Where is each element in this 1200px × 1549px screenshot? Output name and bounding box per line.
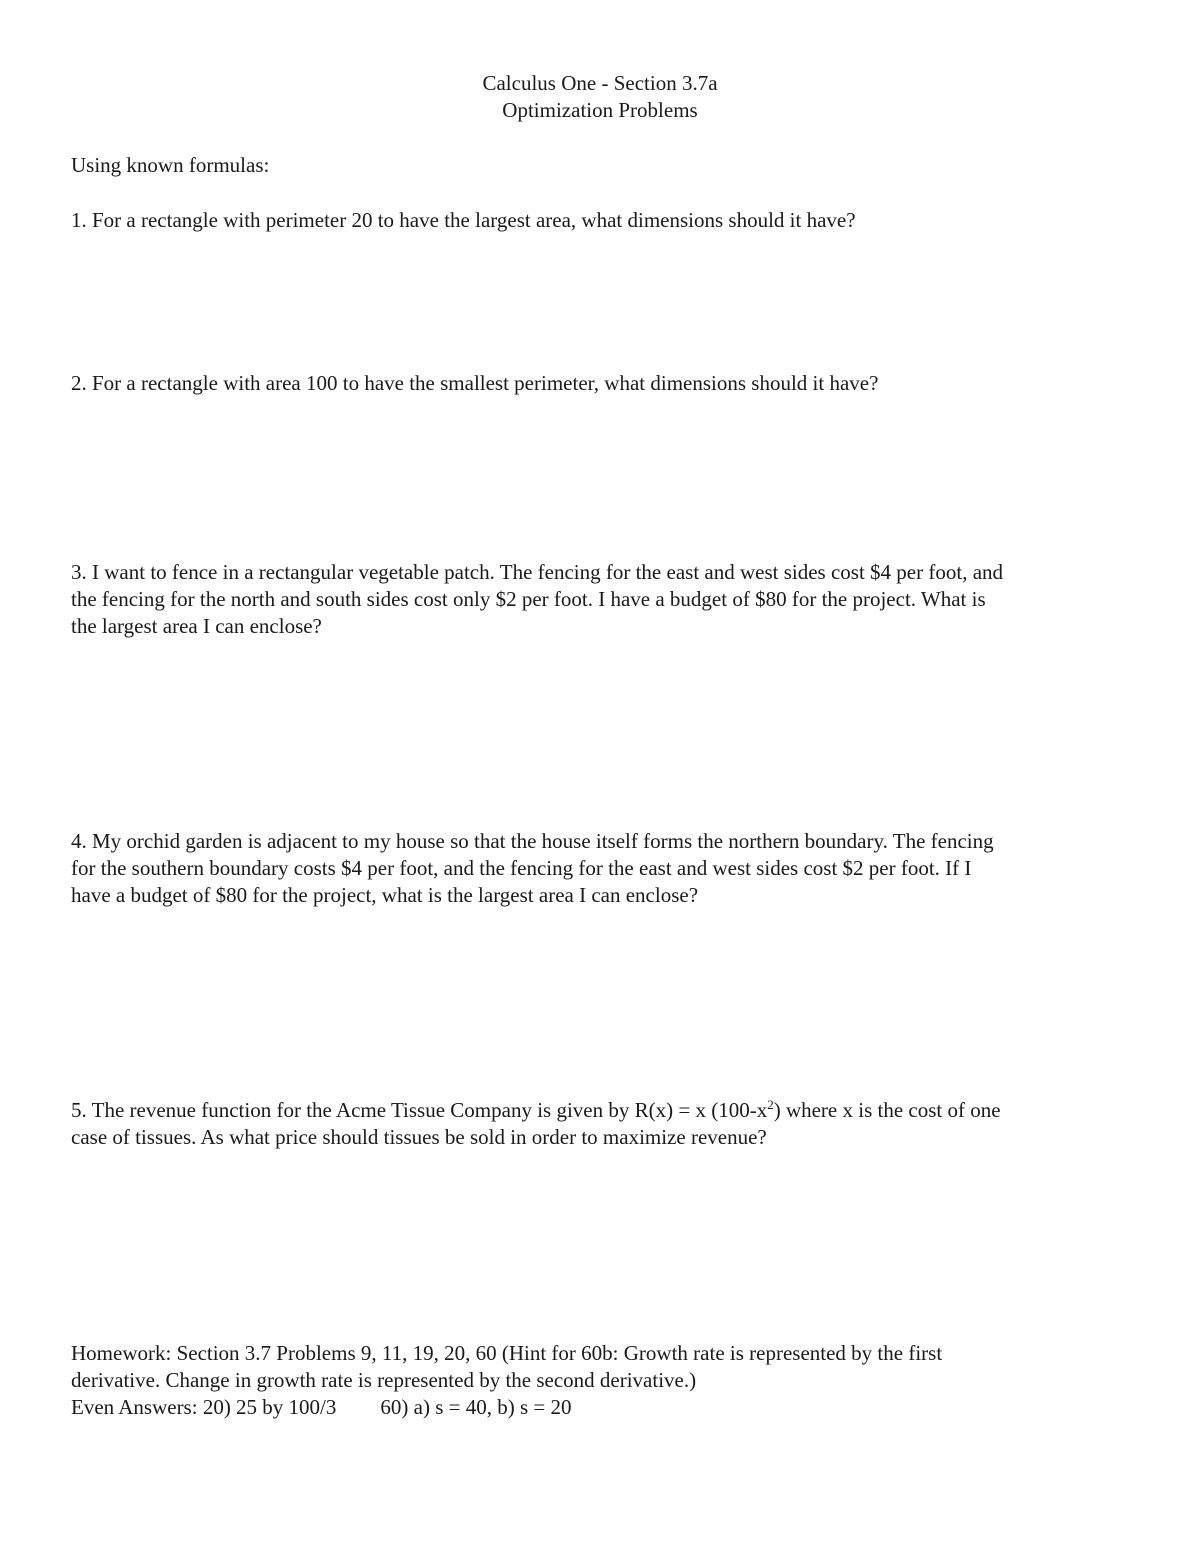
problem-4-line-2: for the southern boundary costs $4 per foot, and the fencing for the east and west sides cost $2 per foot. If I xyxy=(71,856,972,880)
even-answers-line xyxy=(71,1394,1141,1421)
problem-1-line-1: 1. For a rectangle with perimeter 20 to have the largest area, what dimensions should it have? xyxy=(71,208,856,232)
problem-4 xyxy=(71,828,1141,909)
exponent: 2 xyxy=(767,1097,774,1112)
problem-3-line-3: the largest area I can enclose? xyxy=(71,614,322,638)
problem-3 xyxy=(71,559,1141,640)
problem-5-text-after-exponent: ) where x is the cost of one xyxy=(773,1098,1001,1122)
problem-3-line-2: the fencing for the north and south sides cost only $2 per foot. I have a budget of $80 for the project. What is xyxy=(71,587,986,611)
problem-2-line-1: 2. For a rectangle with area 100 to have the smallest perimeter, what dimensions should it have? xyxy=(71,371,879,395)
problem-5 xyxy=(71,1097,1141,1151)
problem-4-line-1: 4. My orchid garden is adjacent to my house so that the house itself forms the northern boundary. The fencing xyxy=(71,829,994,853)
even-answers-label: Even Answers: 20) 25 by 100/3 xyxy=(71,1395,337,1419)
homework-line-1: Homework: Section 3.7 Problems 9, 11, 19, 20, 60 (Hint for 60b: Growth rate is represented by the first xyxy=(71,1341,943,1365)
page-subtitle: Optimization Problems xyxy=(502,98,698,122)
even-answers-rest: 60) a) s = 40, b) s = 20 xyxy=(380,1395,572,1419)
problem-4-line-3: have a budget of $80 for the project, what is the largest area I can enclose? xyxy=(71,883,699,907)
problem-5-text-before-exponent: 5. The revenue function for the Acme Tissue Company is given by R(x) = x (100-x xyxy=(71,1098,768,1122)
problem-1 xyxy=(71,207,1141,234)
problem-5-line-2: case of tissues. As what price should tissues be sold in order to maximize revenue? xyxy=(71,1125,767,1149)
problem-3-line-1: 3. I want to fence in a rectangular vegetable patch. The fencing for the east and west sides cost $4 per foot, and xyxy=(71,560,1004,584)
homework-line-2: derivative. Change in growth rate is represented by the second derivative.) xyxy=(71,1368,697,1392)
problem-2 xyxy=(71,370,1141,397)
intro-text xyxy=(71,152,1141,179)
homework-section xyxy=(71,1340,1141,1421)
problem-5-line-1 xyxy=(71,1097,1141,1124)
intro-line: Using known formulas: xyxy=(71,153,270,177)
title-block xyxy=(0,70,1200,124)
page-title: Calculus One - Section 3.7a xyxy=(482,71,718,95)
